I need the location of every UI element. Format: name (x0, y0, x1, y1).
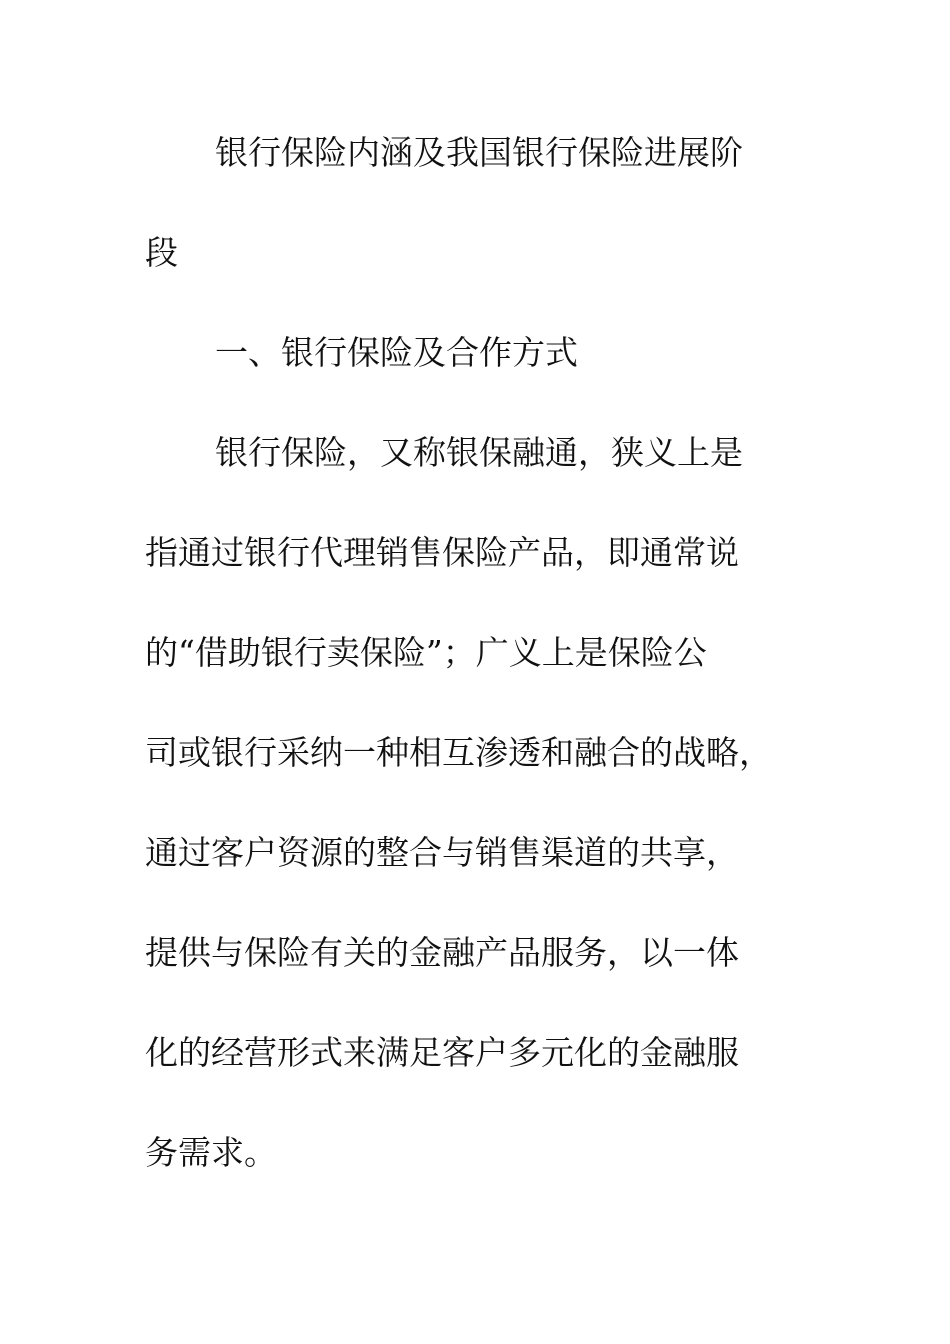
paragraph-line: 务需求。 (145, 1133, 277, 1172)
paragraph-line: 指通过银行代理销售保险产品，即通常说 (145, 533, 739, 572)
paragraph-line: 通过客户资源的整合与销售渠道的共享， (145, 833, 739, 872)
document-title-line-1: 银行保险内涵及我国银行保险进展阶 (215, 133, 743, 172)
paragraph-line: 司或银行采纳一种相互渗透和融合的战略， (145, 733, 772, 772)
paragraph-line: 银行保险，又称银保融通，狭义上是 (215, 433, 743, 472)
section-heading: 一、银行保险及合作方式 (215, 333, 578, 372)
paragraph-line: 化的经营形式来满足客户多元化的金融服 (145, 1033, 739, 1072)
paragraph-line: 提供与保险有关的金融产品服务，以一体 (145, 933, 739, 972)
document-title-line-2: 段 (145, 233, 178, 272)
paragraph-line: 的“借助银行卖保险”；广义上是保险公 (145, 633, 707, 672)
